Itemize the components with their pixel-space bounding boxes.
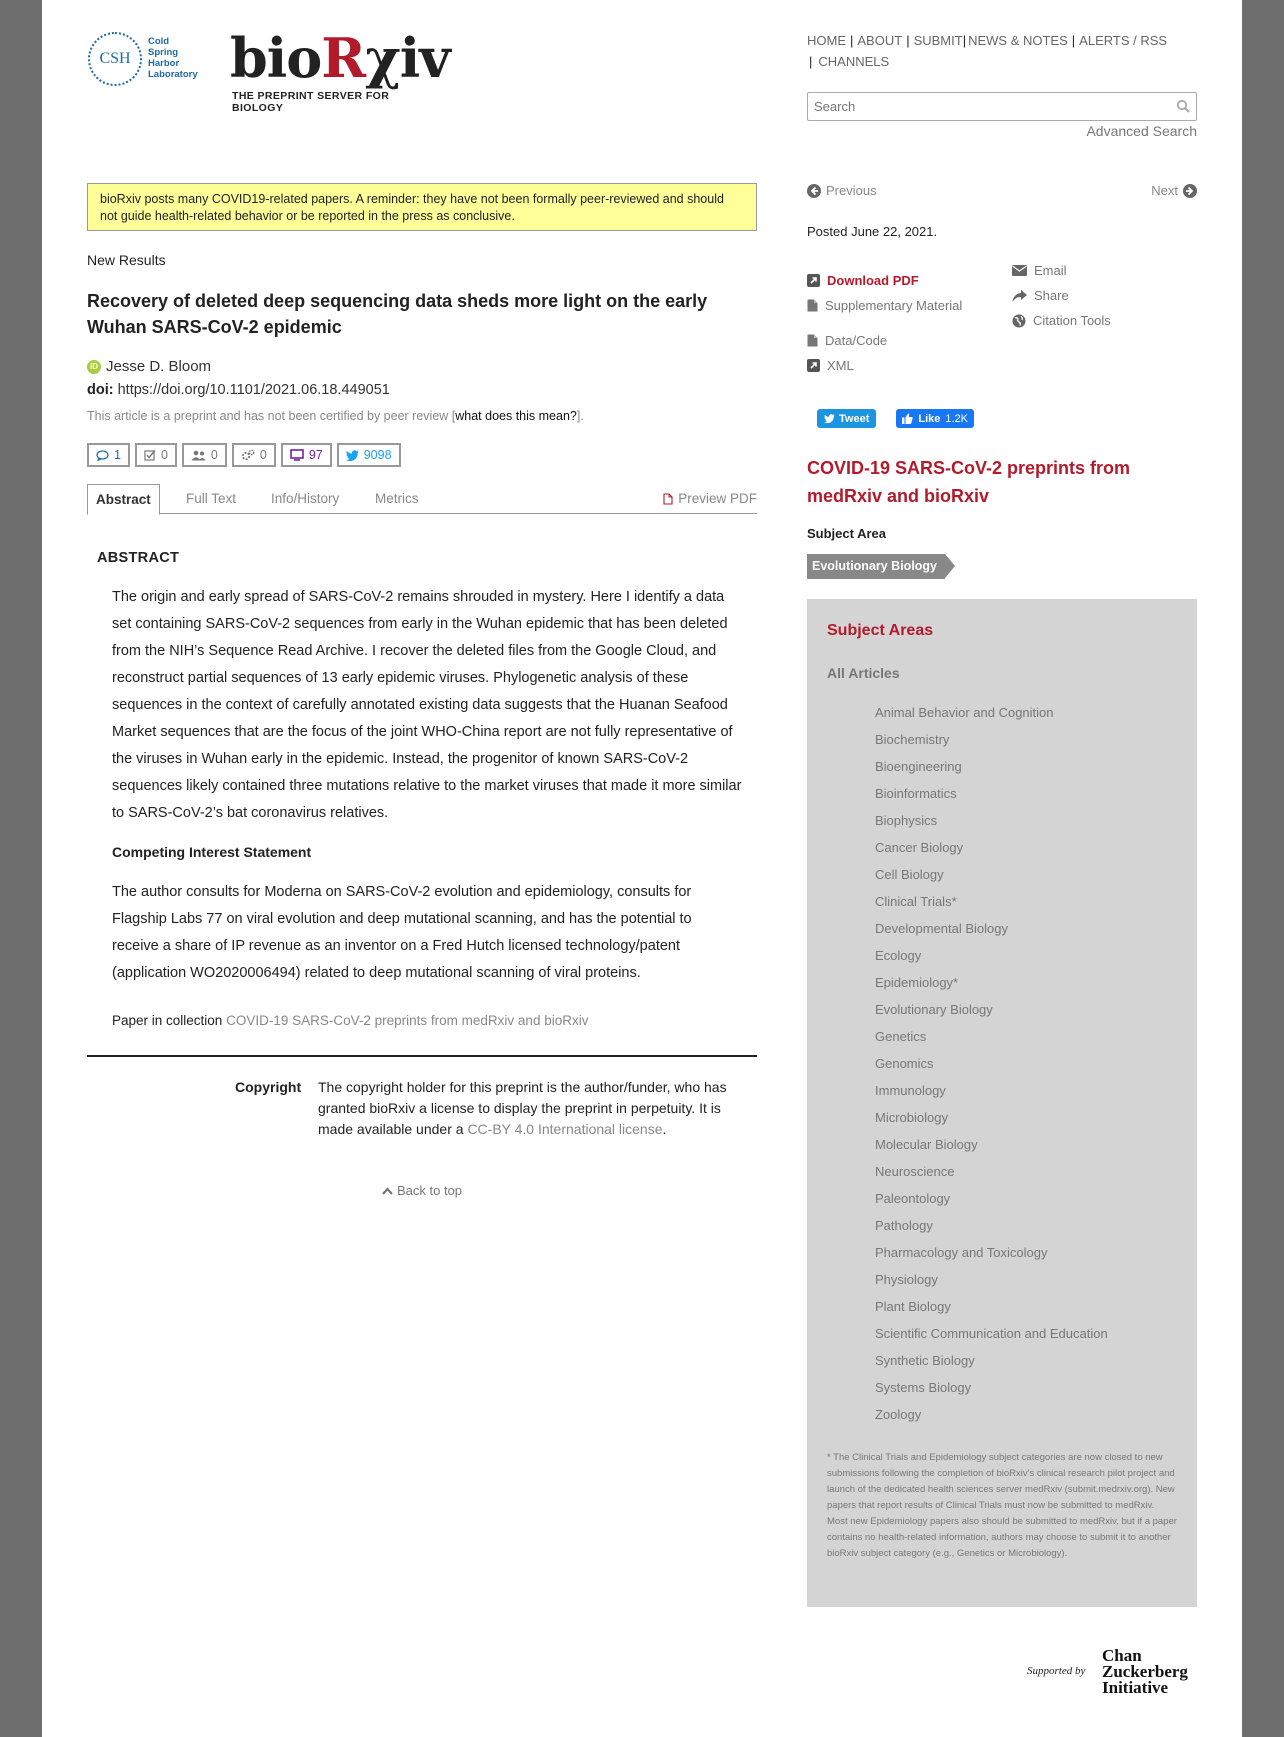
file-icon — [807, 299, 818, 312]
email-link[interactable]: Email — [1012, 263, 1067, 278]
social-buttons — [817, 409, 974, 428]
czi-wordmark: Chan Zuckerberg Initiative — [1102, 1646, 1188, 1697]
author-name[interactable]: Jesse D. Bloom — [106, 358, 212, 375]
share-link[interactable]: Share — [1012, 288, 1069, 303]
copyright-label: Copyright — [235, 1079, 302, 1095]
orcid-icon[interactable]: iD — [87, 360, 101, 374]
reviews-badge[interactable]: 0 — [135, 443, 177, 467]
subject-area-item[interactable]: Evolutionary Biology — [875, 1002, 993, 1017]
copyright-text: The copyright holder for this preprint is the author/funder, who has granted bioRxiv a license to display the preprint in perpetuity. It is made available under a CC-BY 4.0 International license. — [318, 1079, 727, 1137]
share-icon — [1012, 290, 1027, 302]
nav-about[interactable]: ABOUT — [857, 33, 903, 48]
external-link-icon — [807, 359, 820, 372]
search-input[interactable] — [808, 93, 1158, 120]
czi-logo[interactable] — [1027, 1648, 1197, 1700]
subject-area-tag[interactable]: Evolutionary Biology — [807, 554, 945, 579]
what-does-this-mean-link[interactable]: what does this mean? — [455, 409, 577, 423]
screen-badge[interactable]: 97 — [281, 443, 332, 467]
subject-area-item[interactable]: Physiology — [875, 1272, 938, 1287]
subject-areas-title: Subject Areas — [827, 622, 934, 639]
file-icon — [807, 334, 818, 347]
nav-channels[interactable]: CHANNELS — [818, 54, 890, 69]
divider — [87, 1055, 757, 1057]
subject-area-item[interactable]: Genetics — [875, 1029, 927, 1044]
data-code-link[interactable]: Data/Code — [807, 333, 887, 348]
arrow-right-circle-icon — [1183, 184, 1197, 198]
subject-area-item[interactable]: Plant Biology — [875, 1299, 951, 1314]
previous-link[interactable]: Previous — [807, 183, 877, 198]
subject-area-item[interactable]: Animal Behavior and Cognition — [875, 705, 1054, 720]
subject-area-item[interactable]: Scientific Communication and Education — [875, 1326, 1108, 1341]
subject-area-item[interactable]: Pharmacology and Toxicology — [875, 1245, 1048, 1260]
doi-line — [87, 382, 390, 398]
doi-label: doi: — [87, 382, 114, 398]
license-link[interactable]: CC-BY 4.0 International license — [467, 1121, 663, 1137]
subject-area-item[interactable]: Ecology — [875, 948, 922, 963]
preview-pdf-link[interactable]: Preview PDF — [663, 484, 757, 514]
csh-name: Cold Spring Harbor Laboratory — [148, 36, 198, 80]
like-button[interactable]: Like 1.2K — [896, 409, 974, 428]
tab-info-history[interactable]: Info/History — [271, 491, 340, 506]
csh-seal: CSH — [88, 32, 142, 86]
subject-area-item[interactable]: Bioengineering — [875, 759, 962, 774]
article-title: Recovery of deleted deep sequencing data sheds more light on the early Wuhan SARS-CoV-2 epidemic — [87, 291, 708, 337]
nav-alerts[interactable]: ALERTS / RSS — [1079, 33, 1168, 48]
supported-by-label: Supported by — [1027, 1665, 1086, 1677]
article-tabs — [87, 484, 757, 514]
biorxiv-tagline: THE PREPRINT SERVER FOR BIOLOGY — [232, 90, 390, 114]
covid-collection-link[interactable]: COVID-19 SARS-CoV-2 preprints from medRxiv and bioRxiv — [807, 458, 1131, 506]
twitter-icon — [824, 414, 835, 423]
top-nav: HOME | ABOUT | SUBMIT| NEWS & NOTES | ALERTS / RSS | CHANNELS — [807, 33, 1168, 69]
supplementary-material-link[interactable]: Supplementary Material — [807, 298, 962, 313]
preprint-note: This article is a preprint and has not been certified by peer review [what does this mean?]. — [87, 409, 584, 423]
globe-icon — [1012, 314, 1026, 328]
competing-interest-body: The author consults for Moderna on SARS-CoV-2 evolution and epidemiology, consults for Flagship Labs 77 on viral evolution and deep mutational scanning, and has the potential to receive a share of IP revenue as an inventor on a Fred Hutch licensed technology/patent (application WO2020006494) related to deep mutational scanning of viral proteins. — [112, 884, 692, 981]
envelope-icon — [1012, 265, 1027, 276]
groups-badge[interactable]: 0 — [182, 443, 227, 467]
tweet-button[interactable]: Tweet — [817, 409, 876, 428]
like-count: 1.2K — [945, 412, 969, 425]
nav-home[interactable]: HOME — [807, 33, 846, 48]
collection-line: Paper in collection COVID-19 SARS-CoV-2 preprints from medRxiv and bioRxiv — [112, 1013, 589, 1028]
subject-area-item[interactable]: Clinical Trials* — [875, 894, 957, 909]
advanced-search-link[interactable]: Advanced Search — [1086, 123, 1197, 139]
subject-area-item[interactable]: Biophysics — [875, 813, 938, 828]
other-badge[interactable]: 0 — [232, 443, 276, 467]
comment-icon — [96, 450, 109, 461]
subject-area-item[interactable]: Neuroscience — [875, 1164, 955, 1179]
next-link[interactable]: Next — [1151, 183, 1197, 198]
download-pdf-link[interactable]: Download PDF — [807, 273, 919, 288]
subject-area-item[interactable]: Epidemiology* — [875, 975, 959, 990]
metric-badges — [87, 443, 401, 467]
nav-submit[interactable]: SUBMIT — [913, 33, 963, 48]
check-square-icon — [144, 449, 156, 461]
back-to-top-link[interactable]: Back to top — [382, 1183, 462, 1198]
tweets-badge[interactable]: 9098 — [337, 443, 401, 467]
all-articles-link[interactable]: All Articles — [827, 665, 900, 681]
subject-note: * The Clinical Trials and Epidemiology subject categories are now closed to new submissions following the completion of bioRxiv's clinical research pilot project and launch of the dedicated health sciences server medRxiv (submit.medrxiv.org). New papers that report results of Clinical Trials must now be submitted to medRxiv. Most new Epidemiology papers also should be submitted to medRxiv, but if a paper contains no health-related information, authors may choose to submit it to another bioRxiv subject category (e.g., Genetics or Microbiology). — [827, 1452, 1177, 1559]
arrow-left-circle-icon — [807, 184, 821, 198]
subject-area-item[interactable]: Developmental Biology — [875, 921, 1008, 936]
tab-abstract[interactable]: Abstract — [87, 484, 160, 515]
biorxiv-logo[interactable] — [230, 26, 450, 114]
subject-area-item[interactable]: Cell Biology — [875, 867, 944, 882]
subject-area-item[interactable]: Zoology — [875, 1407, 922, 1422]
subject-area-item[interactable]: Biochemistry — [875, 732, 950, 747]
biorxiv-wordmark: bioRχiv — [230, 26, 450, 90]
doi-link[interactable]: https://doi.org/10.1101/2021.06.18.449051 — [117, 382, 390, 398]
nav-news[interactable]: NEWS & NOTES — [968, 33, 1068, 48]
subject-area-item[interactable]: Molecular Biology — [875, 1137, 978, 1152]
collection-link[interactable]: COVID-19 SARS-CoV-2 preprints from medRxiv and bioRxiv — [226, 1013, 589, 1028]
subject-area-item[interactable]: Systems Biology — [875, 1380, 972, 1395]
subject-area-item[interactable]: Pathology — [875, 1218, 933, 1233]
posted-date: Posted June 22, 2021. — [807, 224, 938, 239]
search-box — [807, 92, 1197, 121]
subject-area-label: Subject Area — [807, 526, 886, 541]
cogs-icon — [241, 449, 255, 461]
twitter-icon — [346, 450, 359, 461]
prev-next-nav — [807, 183, 1197, 203]
subject-area-item[interactable]: Synthetic Biology — [875, 1353, 975, 1368]
citation-tools-link[interactable]: Citation Tools — [1012, 313, 1111, 328]
article-type: New Results — [87, 252, 166, 268]
monitor-icon — [290, 449, 304, 461]
search-icon[interactable] — [1176, 99, 1190, 113]
chevron-up-icon — [382, 1187, 393, 1195]
thumbs-up-icon — [902, 413, 913, 424]
covid-notice: bioRxiv posts many COVID19-related papers. A reminder: they have not been formally peer-reviewed and should not guide health-related behavior or be reported in the press as conclusive. — [87, 183, 757, 231]
file-pdf-icon — [663, 493, 673, 505]
abstract-heading: ABSTRACT — [97, 550, 180, 566]
subject-list — [875, 705, 1108, 1434]
author-line — [87, 358, 211, 375]
subject-area-item[interactable]: Genomics — [875, 1056, 934, 1071]
abstract-body: The origin and early spread of SARS-CoV-2 remains shrouded in mystery. Here I identify a data set containing SARS-CoV-2 sequences from early in the Wuhan epidemic that has been deleted from the NIH’s Sequence Read Archive. I recover the deleted files from the Google Cloud, and reconstruct partial sequences of 13 early epidemic viruses. Phylogenetic analysis of these sequences in the context of carefully annotated existing data suggests that the Huanan Seafood Market sequences that are the focus of the joint WHO-China report are not fully representative of the viruses in Wuhan early in the epidemic. Instead, the progenitor of known SARS-CoV-2 sequences likely contained three mutations relative to the market viruses that made it more similar to SARS-CoV-2’s bat coronavirus relatives. — [112, 589, 742, 821]
csh-logo[interactable] — [88, 30, 206, 88]
subject-areas-panel — [807, 599, 1197, 1607]
tab-full-text[interactable]: Full Text — [186, 491, 237, 506]
subject-area-item[interactable]: Microbiology — [875, 1110, 948, 1125]
subject-area-item[interactable]: Immunology — [875, 1083, 946, 1098]
subject-area-item[interactable]: Bioinformatics — [875, 786, 957, 801]
comments-badge[interactable]: 1 — [87, 443, 130, 467]
users-icon — [191, 450, 206, 461]
subject-area-item[interactable]: Cancer Biology — [875, 840, 964, 855]
external-link-icon — [807, 274, 820, 287]
competing-interest-heading: Competing Interest Statement — [112, 844, 312, 860]
tab-metrics[interactable]: Metrics — [375, 491, 419, 506]
subject-area-item[interactable]: Paleontology — [875, 1191, 951, 1206]
page — [42, 0, 1242, 1737]
xml-link[interactable]: XML — [807, 358, 854, 373]
